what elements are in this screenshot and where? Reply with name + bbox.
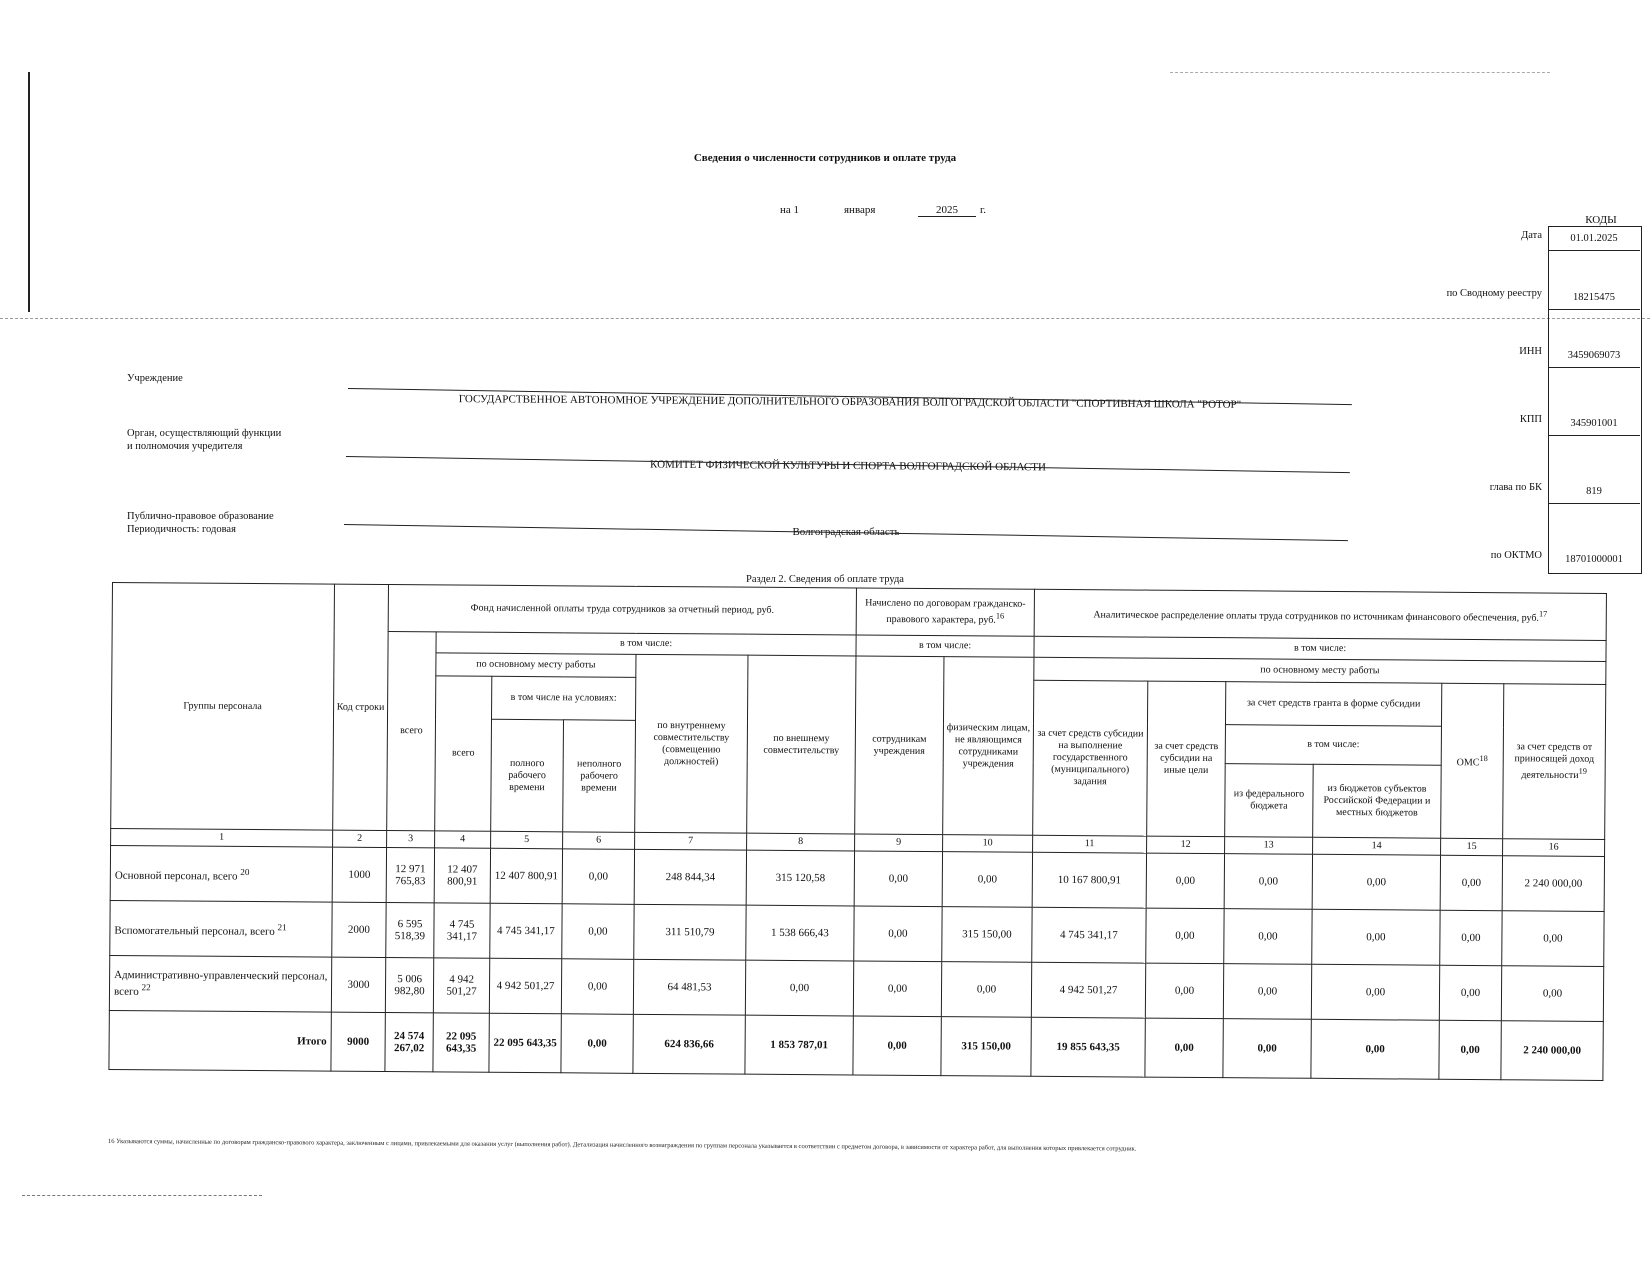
cell-c6: 0,00 <box>562 849 634 905</box>
footnote: 16 Указываются суммы, начисленные по договорам гражданско-правового характера, заключенным с лицами, привлекаемыми для оказания услуг (выполнения работ). Детализация начисленного вознаграждения по группам персонала указывается в соответствии с предметом договора, в зависимости от характера работ, для выполнения которых привлекается сотрудник. <box>107 1138 1137 1153</box>
code-value-registry: 18215475 <box>1573 292 1615 303</box>
cell-c14: 0,00 <box>1311 964 1439 1020</box>
header-oms <box>1441 683 1504 838</box>
row-name-text: Вспомогательный персонал, всего <box>114 924 275 938</box>
header-civil-sup: 16 <box>995 611 1005 621</box>
total-c13: 0,00 <box>1223 1019 1311 1079</box>
cell-c7: 248 844,34 <box>634 849 746 905</box>
total-c3: 24 574 267,02 <box>385 1013 433 1072</box>
wage-table <box>108 582 1607 1081</box>
row-name <box>109 955 331 1012</box>
header-full: полного рабочего времени <box>491 719 564 832</box>
code-label-bk: глава по БК <box>1489 482 1542 493</box>
periodicity-label: Периодичность: годовая <box>127 524 236 535</box>
total-label: Итого <box>109 1010 331 1071</box>
col-number: 1 <box>111 828 333 847</box>
col-number: 4 <box>435 831 491 848</box>
cell-c11: 4 942 501,27 <box>1031 962 1145 1018</box>
cell-c12: 0,00 <box>1146 908 1224 964</box>
cell-c8: 0,00 <box>745 960 853 1016</box>
total-c11: 19 855 643,35 <box>1031 1017 1145 1077</box>
cell-c8: 1 538 666,43 <box>746 905 854 961</box>
total-c12: 0,00 <box>1145 1018 1223 1078</box>
row-code: 2000 <box>332 902 386 957</box>
total-c14: 0,00 <box>1311 1019 1439 1079</box>
header-external: по внешнему совместительству <box>747 655 856 834</box>
code-value-inn: 3459069073 <box>1567 350 1621 361</box>
header-income-text: за счет средств от приносящей доход деятельности <box>1514 741 1595 781</box>
header-main-place-analytic: по основному месту работы <box>1034 657 1606 684</box>
cell-c10: 0,00 <box>941 962 1031 1018</box>
col-number: 9 <box>855 834 943 852</box>
col-number: 13 <box>1225 837 1313 855</box>
col-number: 5 <box>491 831 563 849</box>
document-title: Сведения о численности сотрудников и оплате труда <box>693 152 957 164</box>
code-value-date: 01.01.2025 <box>1570 233 1618 244</box>
header-all: всего <box>435 676 492 831</box>
header-civil-text: Начислено по договорам гражданско-правового характера, руб. <box>865 597 1026 626</box>
header-grant: за счет средств гранта в форме субсидии <box>1225 682 1441 727</box>
col-number: 12 <box>1147 836 1225 854</box>
institution-label: Учреждение <box>127 373 183 384</box>
founder-label-line2: и полномочия учредителя <box>127 441 243 452</box>
cell-c13: 0,00 <box>1223 964 1311 1020</box>
cell-c11: 10 167 800,91 <box>1032 852 1146 908</box>
header-income <box>1503 684 1606 840</box>
row-name-sup: 21 <box>277 921 287 932</box>
code-separator <box>1548 435 1640 436</box>
col-number: 6 <box>563 832 635 850</box>
header-subsidy-task: за счет средств субсидии на выполнение государственного (муниципального) задания <box>1033 680 1148 836</box>
cell-c12: 0,00 <box>1146 853 1224 909</box>
date-suffix: г. <box>980 204 987 216</box>
cell-c16: 0,00 <box>1502 911 1604 967</box>
header-oms-text: ОМС <box>1456 757 1480 769</box>
row-code: 1000 <box>332 847 386 902</box>
institution-name: ГОСУДАРСТВЕННОЕ АВТОНОМНОЕ УЧРЕЖДЕНИЕ ДОПОЛНИТЕЛЬНОГО ОБРАЗОВАНИЯ ВОЛГОГРАДСКОЙ ОБЛАСТИ "СПОРТИВНАЯ ШКОЛА "РОТОР" <box>458 393 1242 411</box>
code-label-registry: по Сводному реестру <box>1446 288 1542 299</box>
header-code: Код строки <box>333 584 389 830</box>
cell-c5: 4 745 341,17 <box>490 903 562 959</box>
header-regional: из бюджетов субъектов Российской Федерации и местных бюджетов <box>1313 764 1442 838</box>
cell-c13: 0,00 <box>1224 854 1312 910</box>
code-separator <box>1548 367 1640 368</box>
cell-c9: 0,00 <box>854 906 942 962</box>
cell-c7: 64 481,53 <box>633 959 745 1015</box>
date-prefix: на 1 <box>780 204 800 216</box>
cell-c15: 0,00 <box>1439 965 1501 1020</box>
header-total: всего <box>387 632 436 831</box>
code-separator <box>1548 250 1640 251</box>
cell-c13: 0,00 <box>1224 909 1312 965</box>
header-oms-sup: 18 <box>1479 753 1488 763</box>
cell-c10: 315 150,00 <box>942 907 1032 963</box>
total-c5: 22 095 643,35 <box>489 1013 561 1073</box>
code-value-kpp: 345901001 <box>1570 418 1618 429</box>
total-c9: 0,00 <box>853 1016 941 1076</box>
code-value-oktmo: 18701000001 <box>1565 554 1623 565</box>
header-fund: Фонд начисленной оплаты труда сотрудников за отчетный период, руб. <box>388 585 856 635</box>
col-number: 11 <box>1033 835 1147 853</box>
total-c8: 1 853 787,01 <box>745 1015 853 1075</box>
col-number: 15 <box>1441 838 1503 855</box>
cell-c14: 0,00 <box>1312 854 1440 910</box>
header-analytic <box>1034 589 1606 640</box>
header-individuals: физическим лицам, не являющимся сотрудниками учреждения <box>943 657 1034 836</box>
header-incl-cond: в том числе на условиях: <box>492 676 636 720</box>
header-part: неполного рабочего времени <box>563 720 636 833</box>
codes-header: КОДЫ <box>1585 214 1617 226</box>
cell-c6: 0,00 <box>561 959 633 1015</box>
date-month: января <box>844 204 876 216</box>
cell-c10: 0,00 <box>942 852 1032 908</box>
scan-line-bottom <box>22 1195 262 1196</box>
header-main-place: по основному месту работы <box>436 653 636 677</box>
cell-c16: 2 240 000,00 <box>1502 856 1604 912</box>
row-code: 3000 <box>331 957 385 1012</box>
total-c7: 624 836,66 <box>633 1014 745 1074</box>
cell-c15: 0,00 <box>1440 910 1502 965</box>
margin-rule <box>28 72 30 312</box>
header-employees: сотрудникам учреждения <box>855 656 944 835</box>
row-name <box>110 845 332 902</box>
table-row-total <box>109 1010 1603 1080</box>
ppo-name: Волгоградская область <box>792 526 900 538</box>
col-number: 3 <box>387 831 435 848</box>
cell-c16: 0,00 <box>1501 966 1603 1022</box>
total-c6: 0,00 <box>561 1014 633 1074</box>
row-name-text: Основной персонал, всего <box>114 869 238 883</box>
col-number: 7 <box>635 832 747 850</box>
col-number: 8 <box>747 833 855 851</box>
cell-c4: 4 942 501,27 <box>433 958 489 1013</box>
cell-c4: 12 407 800,91 <box>434 848 490 903</box>
cell-c8: 315 120,58 <box>746 850 854 906</box>
header-internal: по внутреннему совместительству (совмещению должностей) <box>635 654 748 833</box>
cell-c15: 0,00 <box>1440 855 1502 910</box>
cell-c4: 4 745 341,17 <box>434 903 490 958</box>
row-name-sup: 20 <box>240 866 250 877</box>
cell-c12: 0,00 <box>1145 963 1223 1019</box>
header-incl-fund: в том числе: <box>436 632 856 656</box>
total-c10: 315 150,00 <box>941 1017 1031 1077</box>
header-subsidy-other: за счет средств субсидии на иные цели <box>1147 681 1226 837</box>
cell-c5: 12 407 800,91 <box>490 848 562 904</box>
header-analytic-sup: 17 <box>1538 609 1548 619</box>
cell-c9: 0,00 <box>854 851 942 907</box>
date-year: 2025 <box>918 204 976 217</box>
code-separator <box>1548 309 1640 310</box>
code-separator <box>1548 503 1640 504</box>
cell-c3: 6 595 518,39 <box>386 903 434 958</box>
founder-label-line1: Орган, осуществляющий функции <box>127 428 282 439</box>
header-incl-analytic: в том числе: <box>1034 636 1606 661</box>
col-number: 16 <box>1503 839 1605 857</box>
row-name-sup: 22 <box>141 981 151 992</box>
code-value-bk: 819 <box>1586 486 1602 497</box>
cell-c3: 12 971 765,83 <box>386 848 434 903</box>
codes-box <box>1548 226 1642 574</box>
header-groups: Группы персонала <box>111 583 335 831</box>
col-number: 10 <box>943 835 1033 853</box>
scan-line-top <box>1170 72 1550 73</box>
code-label-kpp: КПП <box>1519 414 1542 425</box>
total-c15: 0,00 <box>1439 1020 1501 1079</box>
col-number: 2 <box>333 830 387 847</box>
header-incl-civil: в том числе: <box>856 635 1034 657</box>
total-c16: 2 240 000,00 <box>1501 1021 1603 1081</box>
ppo-label: Публично-правовое образование <box>127 511 274 522</box>
code-label-oktmo: по ОКТМО <box>1490 550 1542 561</box>
header-incl-grant: в том числе: <box>1225 725 1441 766</box>
row-name <box>110 900 332 957</box>
code-label-date: Дата <box>1521 230 1542 241</box>
cell-c9: 0,00 <box>853 961 941 1017</box>
code-label-inn: ИНН <box>1519 346 1542 357</box>
cell-c7: 311 510,79 <box>634 904 746 960</box>
cell-c5: 4 942 501,27 <box>489 958 561 1014</box>
scan-line <box>0 318 1650 319</box>
total-code: 9000 <box>331 1012 385 1071</box>
row-name-text: Административно-управленческий персонал, всего <box>113 968 328 998</box>
total-c4: 22 095 643,35 <box>433 1013 489 1072</box>
cell-c3: 5 006 982,80 <box>385 958 433 1013</box>
col-number: 14 <box>1313 837 1441 855</box>
cell-c6: 0,00 <box>562 904 634 960</box>
wage-table-wrapper <box>108 582 1606 1149</box>
header-analytic-text: Аналитическое распределение оплаты труда сотрудников по источникам финансового обеспечения, руб. <box>1093 609 1539 624</box>
header-civil <box>856 588 1034 636</box>
header-income-sup: 19 <box>1578 766 1587 776</box>
section-title: Раздел 2. Сведения об оплате труда <box>746 574 904 585</box>
header-federal: из федерального бюджета <box>1225 764 1314 838</box>
cell-c14: 0,00 <box>1312 909 1440 965</box>
cell-c11: 4 745 341,17 <box>1032 907 1146 963</box>
founder-name: КОМИТЕТ ФИЗИЧЕСКОЙ КУЛЬТУРЫ И СПОРТА ВОЛГОГРАДСКОЙ ОБЛАСТИ <box>650 458 1046 474</box>
